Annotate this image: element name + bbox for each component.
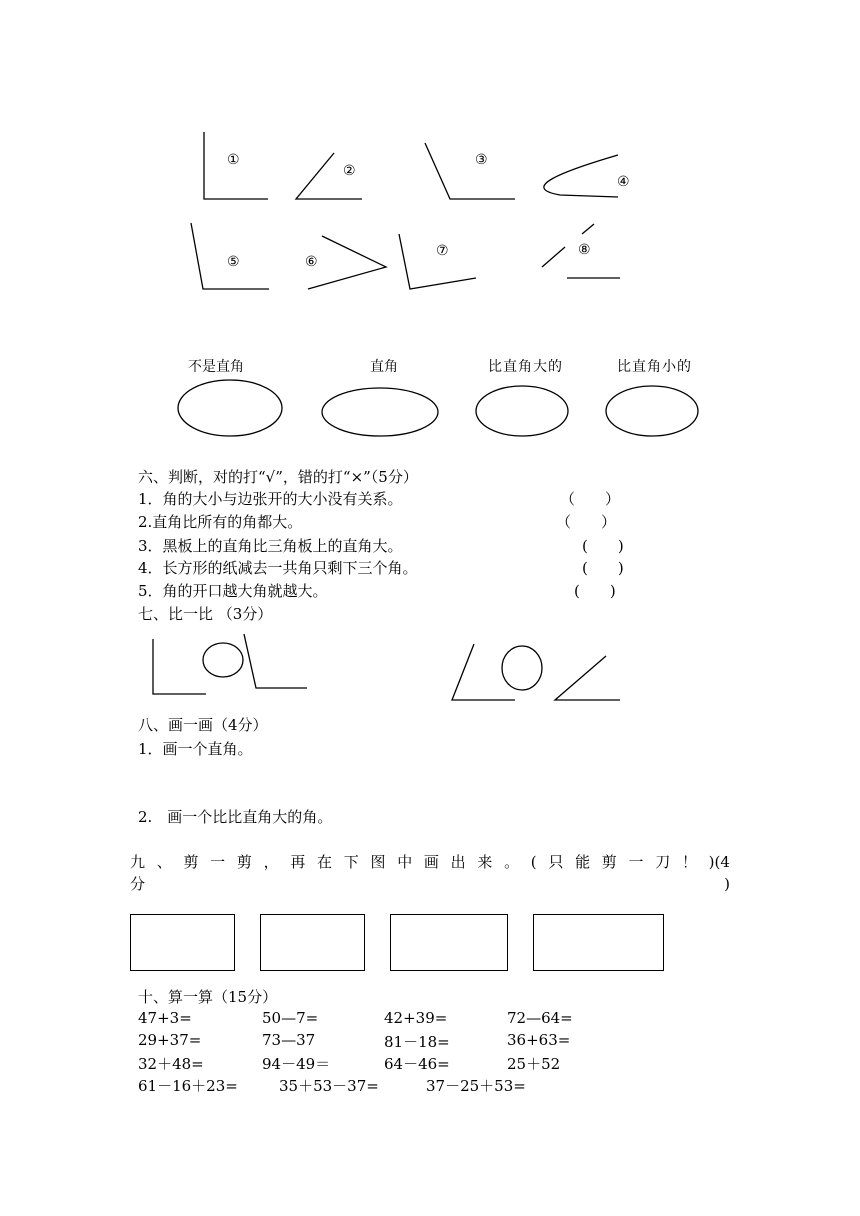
section7-title: 七、比一比 （3分）	[138, 605, 273, 623]
cut-rectangle-4[interactable]	[533, 914, 664, 971]
section6-title: 六、判断，对的打“√”，错的打“×”（5分）	[138, 468, 418, 486]
section9-line2: 分 )	[130, 875, 730, 893]
angle-label-7: ⑦	[436, 243, 449, 259]
ellipse-larger-than-right	[476, 386, 568, 436]
calc-r1-c2: 50—7=	[262, 1009, 319, 1027]
angle-4	[544, 155, 618, 197]
section6-item-5: 5．角的开口越大角就越大。	[138, 582, 328, 600]
ellipse-smaller-than-right	[606, 386, 698, 436]
angle-label-4: ④	[617, 174, 630, 190]
cut-rectangle-2[interactable]	[260, 914, 365, 971]
section6-paren-4[interactable]: ( )	[582, 559, 624, 577]
ellipse-right-angle	[322, 388, 438, 436]
calc-r3-c1: 32＋48=	[138, 1055, 204, 1073]
angle-label-1: ①	[227, 152, 240, 168]
angle-6	[308, 236, 386, 289]
section8-item-1: 1．画一个直角。	[138, 740, 253, 758]
section6-item-2: 2.直角比所有的角都大。	[138, 513, 303, 531]
angle-label-6: ⑥	[305, 254, 318, 270]
calc-r3-c3: 64－46=	[384, 1055, 450, 1073]
category-right-angle: 直角	[370, 359, 398, 375]
calc-r2-c3: 81－18=	[384, 1033, 450, 1051]
category-smaller: 比直角小的	[617, 359, 692, 375]
section8-item-2: 2. 画一个比比直角大的角。	[138, 808, 333, 826]
compare-right-angle-a	[452, 644, 515, 700]
ellipse-not-right-angle	[178, 380, 282, 436]
compare-left-circle	[203, 643, 243, 677]
calc-r4-c3: 37－25＋53=	[426, 1077, 526, 1095]
section6-paren-5[interactable]: ( )	[574, 582, 616, 600]
angle-8-upper	[582, 224, 594, 234]
calc-r2-c1: 29+37=	[138, 1031, 202, 1049]
cut-rectangle-1[interactable]	[130, 914, 235, 971]
angle-3	[425, 143, 515, 199]
calc-r4-c1: 61－16＋23=	[138, 1077, 238, 1095]
section6-item-3: 3．黑板上的直角比三角板上的直角大。	[138, 537, 403, 555]
calc-r2-c2: 73—37	[262, 1031, 316, 1049]
compare-left-angle-a	[153, 639, 206, 694]
section6-paren-3[interactable]: ( )	[582, 537, 624, 555]
section6-item-4: 4．长方形的纸减去一共角只剩下三个角。	[138, 559, 418, 577]
calc-r4-c2: 35＋53－37=	[279, 1077, 379, 1095]
calc-r2-c4: 36+63=	[507, 1031, 571, 1049]
section8-title: 八、画一画（4分）	[138, 716, 268, 734]
angle-label-2: ②	[343, 163, 356, 179]
calc-r1-c1: 47+3=	[138, 1009, 192, 1027]
cut-rectangle-3[interactable]	[390, 914, 508, 971]
calc-r3-c4: 25＋52	[507, 1055, 561, 1073]
section6-paren-1[interactable]: （ ）	[560, 490, 621, 508]
compare-left-angle-b	[244, 634, 307, 688]
calc-r1-c4: 72—64=	[507, 1009, 573, 1027]
angle-label-8: ⑧	[578, 242, 591, 258]
compare-right-angle-b	[555, 656, 620, 700]
section9-line1: 九 、 剪 一 剪 ， 再 在 下 图 中 画 出 来 。 ( 只 能 剪 一 刀 ！ )(4	[130, 853, 730, 871]
angle-label-5: ⑤	[227, 254, 240, 270]
section9-title	[130, 851, 730, 895]
section6-paren-2[interactable]: （ ）	[556, 513, 617, 531]
angle-label-3: ③	[475, 152, 488, 168]
calc-r1-c3: 42+39=	[384, 1009, 448, 1027]
calc-r3-c2: 94－49＝	[262, 1055, 331, 1073]
section6-item-1: 1．角的大小与边张开的大小没有关系。	[138, 490, 403, 508]
compare-right-circle	[502, 646, 542, 690]
category-larger: 比直角大的	[488, 359, 563, 375]
section10-title: 十、算一算（15分）	[138, 988, 278, 1006]
category-not-right-angle: 不是直角	[188, 359, 244, 375]
angle-8-lower	[542, 247, 565, 267]
